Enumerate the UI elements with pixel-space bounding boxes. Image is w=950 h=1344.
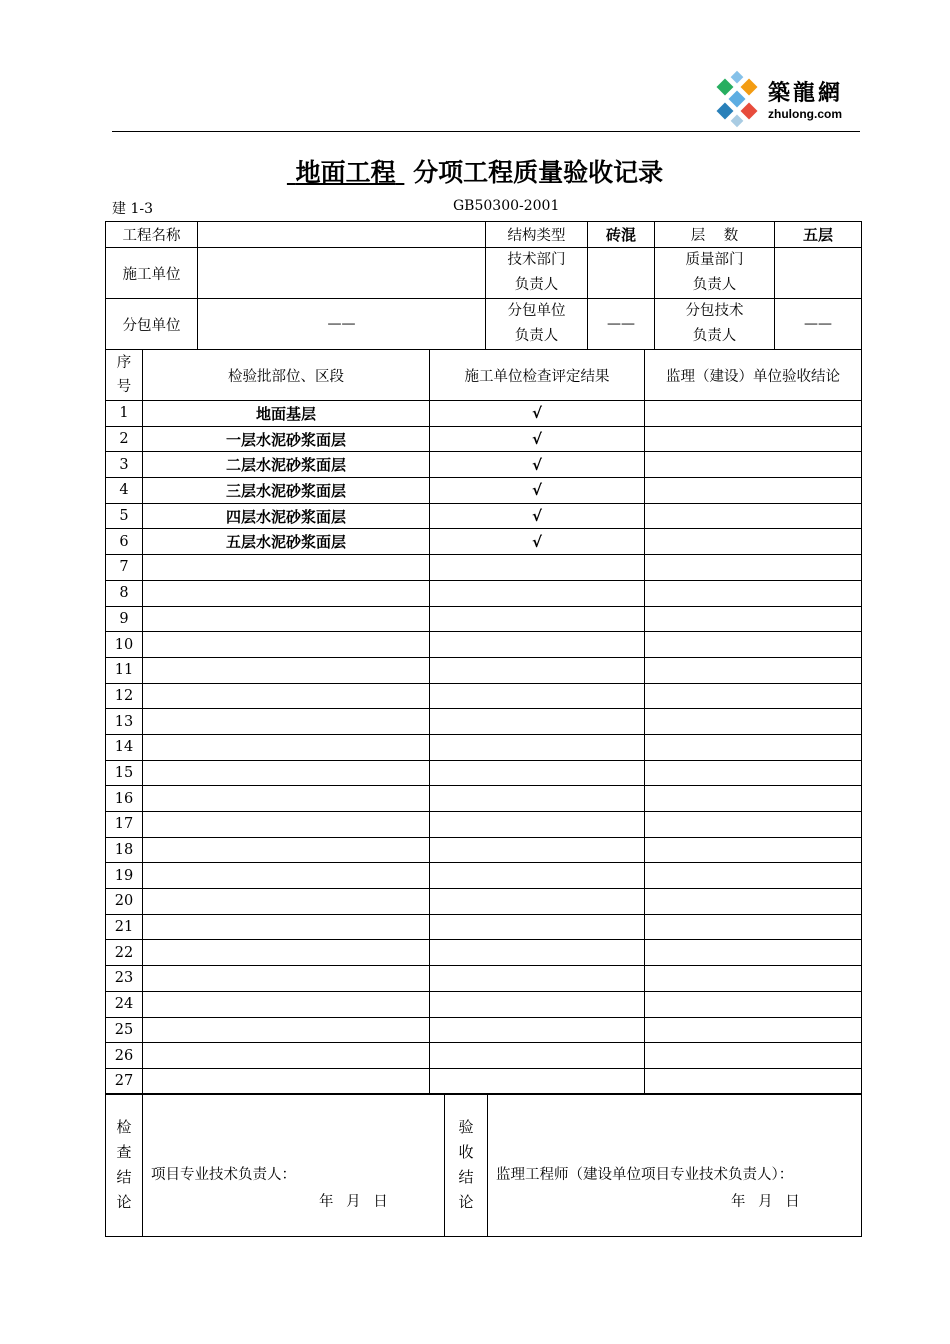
row-number: 5 xyxy=(106,503,143,529)
row-part: 地面基层 xyxy=(143,401,430,427)
row-number: 10 xyxy=(106,632,143,658)
row-conclusion xyxy=(645,863,862,889)
row-result xyxy=(430,837,645,863)
info-table xyxy=(105,221,862,350)
row-part: 三层水泥砂浆面层 xyxy=(143,478,430,504)
row-number: 18 xyxy=(106,837,143,863)
tech-head-value xyxy=(588,248,655,299)
logo-domain: zhulong.com xyxy=(768,107,842,121)
row-conclusion xyxy=(645,452,862,478)
table-row xyxy=(106,889,862,915)
row-part xyxy=(143,632,430,658)
accept-date: 年 月 日 xyxy=(731,1194,804,1210)
row-conclusion xyxy=(645,529,862,555)
row-part xyxy=(143,966,430,992)
row-result xyxy=(430,940,645,966)
row-conclusion xyxy=(645,401,862,427)
row-number: 19 xyxy=(106,863,143,889)
row-part: 四层水泥砂浆面层 xyxy=(143,503,430,529)
row-part xyxy=(143,555,430,581)
title-underlined: 地面工程 xyxy=(295,158,396,187)
row-part: 五层水泥砂浆面层 xyxy=(143,529,430,555)
floors-value: 五层 xyxy=(775,222,862,248)
table-row xyxy=(106,1043,862,1069)
table-row xyxy=(106,529,862,555)
table-row xyxy=(106,452,862,478)
row-number: 12 xyxy=(106,683,143,709)
table-row xyxy=(106,914,862,940)
row-result xyxy=(430,760,645,786)
subcontractor-value: —— xyxy=(198,299,486,350)
row-conclusion xyxy=(645,1068,862,1094)
table-row xyxy=(106,657,862,683)
row-part xyxy=(143,940,430,966)
row-number: 22 xyxy=(106,940,143,966)
zhulong-logo-icon xyxy=(708,70,766,128)
row-conclusion xyxy=(645,632,862,658)
row-number: 14 xyxy=(106,734,143,760)
row-number: 17 xyxy=(106,812,143,838)
contractor-label: 施工单位 xyxy=(106,248,198,299)
table-row xyxy=(106,683,862,709)
table-row xyxy=(106,966,862,992)
page-title xyxy=(0,153,950,189)
row-conclusion xyxy=(645,606,862,632)
row-result xyxy=(430,1068,645,1094)
row-result xyxy=(430,632,645,658)
check-sign-cell xyxy=(143,1094,445,1237)
row-part xyxy=(143,914,430,940)
row-part xyxy=(143,1017,430,1043)
row-part xyxy=(143,760,430,786)
row-result xyxy=(430,709,645,735)
row-number: 25 xyxy=(106,1017,143,1043)
accept-sign-cell xyxy=(488,1094,862,1237)
row-conclusion xyxy=(645,760,862,786)
inspection-table xyxy=(105,349,862,1095)
row-part xyxy=(143,889,430,915)
row-part xyxy=(143,786,430,812)
row-number: 3 xyxy=(106,452,143,478)
row-part xyxy=(143,606,430,632)
row-result xyxy=(430,734,645,760)
project-name-value xyxy=(198,222,486,248)
row-result xyxy=(430,966,645,992)
header-seq: 序 号 xyxy=(106,350,143,401)
title-rest: 分项工程质量验收记录 xyxy=(413,158,664,187)
row-number: 23 xyxy=(106,966,143,992)
row-conclusion xyxy=(645,734,862,760)
table-row xyxy=(106,940,862,966)
row-conclusion xyxy=(645,478,862,504)
row-result xyxy=(430,914,645,940)
row-result xyxy=(430,580,645,606)
row-number: 27 xyxy=(106,1068,143,1094)
row-part xyxy=(143,683,430,709)
row-part xyxy=(143,657,430,683)
row-result: √ xyxy=(430,452,645,478)
row-result xyxy=(430,991,645,1017)
row-conclusion xyxy=(645,837,862,863)
check-signer: 项目专业技术负责人： xyxy=(151,1167,296,1183)
row-part xyxy=(143,837,430,863)
table-row xyxy=(106,734,862,760)
conclusion-table xyxy=(105,1093,862,1237)
row-conclusion xyxy=(645,914,862,940)
standard-code: GB50300-2001 xyxy=(453,198,560,214)
zhulong-logo xyxy=(708,70,868,130)
sub-head-label: 分包单位 负责人 xyxy=(486,299,588,350)
sub-tech-label: 分包技术 负责人 xyxy=(655,299,775,350)
table-row xyxy=(106,760,862,786)
row-result xyxy=(430,1017,645,1043)
form-code: 建 1-3 xyxy=(112,201,153,217)
accept-signer: 监理工程师（建设单位项目专业技术负责人）： xyxy=(496,1167,794,1183)
row-result xyxy=(430,606,645,632)
table-row xyxy=(106,555,862,581)
logo-brand: 築龍網 xyxy=(768,81,844,106)
row-number: 16 xyxy=(106,786,143,812)
row-number: 24 xyxy=(106,991,143,1017)
row-part xyxy=(143,734,430,760)
table-row xyxy=(106,401,862,427)
row-result xyxy=(430,555,645,581)
row-number: 21 xyxy=(106,914,143,940)
table-row xyxy=(106,709,862,735)
row-number: 8 xyxy=(106,580,143,606)
row-result xyxy=(430,889,645,915)
table-row xyxy=(106,863,862,889)
row-result: √ xyxy=(430,478,645,504)
check-date: 年 月 日 xyxy=(319,1194,392,1210)
table-row xyxy=(106,1068,862,1094)
sub-tech-value: —— xyxy=(775,299,862,350)
row-result: √ xyxy=(430,503,645,529)
row-number: 4 xyxy=(106,478,143,504)
row-part xyxy=(143,991,430,1017)
row-conclusion xyxy=(645,683,862,709)
row-conclusion xyxy=(645,426,862,452)
quality-head-label: 质量部门 负责人 xyxy=(655,248,775,299)
header-part: 检验批部位、区段 xyxy=(143,350,430,401)
row-result xyxy=(430,1043,645,1069)
row-part xyxy=(143,812,430,838)
row-conclusion xyxy=(645,786,862,812)
row-part xyxy=(143,1043,430,1069)
row-result: √ xyxy=(430,529,645,555)
row-part xyxy=(143,580,430,606)
row-number: 9 xyxy=(106,606,143,632)
contractor-value xyxy=(198,248,486,299)
structure-type-value: 砖混 xyxy=(588,222,655,248)
row-number: 7 xyxy=(106,555,143,581)
table-row xyxy=(106,991,862,1017)
row-conclusion xyxy=(645,503,862,529)
table-row xyxy=(106,812,862,838)
table-row xyxy=(106,503,862,529)
subcontractor-label: 分包单位 xyxy=(106,299,198,350)
floors-label: 层 数 xyxy=(655,222,775,248)
table-row xyxy=(106,426,862,452)
table-row xyxy=(106,632,862,658)
structure-type-label: 结构类型 xyxy=(486,222,588,248)
row-conclusion xyxy=(645,940,862,966)
project-name-label: 工程名称 xyxy=(106,222,198,248)
row-number: 11 xyxy=(106,657,143,683)
accept-conclusion-label: 验 收 结 论 xyxy=(445,1094,488,1237)
row-part: 二层水泥砂浆面层 xyxy=(143,452,430,478)
row-conclusion xyxy=(645,709,862,735)
row-conclusion xyxy=(645,657,862,683)
row-number: 6 xyxy=(106,529,143,555)
row-conclusion xyxy=(645,1017,862,1043)
tech-head-label: 技术部门 负责人 xyxy=(486,248,588,299)
table-row xyxy=(106,478,862,504)
row-number: 13 xyxy=(106,709,143,735)
row-result xyxy=(430,863,645,889)
row-conclusion xyxy=(645,991,862,1017)
row-part xyxy=(143,863,430,889)
row-result xyxy=(430,683,645,709)
table-row xyxy=(106,606,862,632)
row-number: 15 xyxy=(106,760,143,786)
row-conclusion xyxy=(645,1043,862,1069)
row-number: 26 xyxy=(106,1043,143,1069)
row-result xyxy=(430,657,645,683)
check-conclusion-label: 检 查 结 论 xyxy=(106,1094,143,1237)
header-divider xyxy=(112,131,860,132)
row-number: 2 xyxy=(106,426,143,452)
row-conclusion xyxy=(645,580,862,606)
row-result: √ xyxy=(430,426,645,452)
quality-head-value xyxy=(775,248,862,299)
table-row xyxy=(106,580,862,606)
row-number: 1 xyxy=(106,401,143,427)
table-row xyxy=(106,786,862,812)
row-part xyxy=(143,709,430,735)
row-result xyxy=(430,786,645,812)
row-part: 一层水泥砂浆面层 xyxy=(143,426,430,452)
row-result: √ xyxy=(430,401,645,427)
row-conclusion xyxy=(645,889,862,915)
sub-head-value: —— xyxy=(588,299,655,350)
row-part xyxy=(143,1068,430,1094)
row-number: 20 xyxy=(106,889,143,915)
row-conclusion xyxy=(645,812,862,838)
table-row xyxy=(106,1017,862,1043)
row-conclusion xyxy=(645,966,862,992)
row-conclusion xyxy=(645,555,862,581)
header-result: 施工单位检查评定结果 xyxy=(430,350,645,401)
table-row xyxy=(106,837,862,863)
header-conclusion: 监理（建设）单位验收结论 xyxy=(645,350,862,401)
row-result xyxy=(430,812,645,838)
